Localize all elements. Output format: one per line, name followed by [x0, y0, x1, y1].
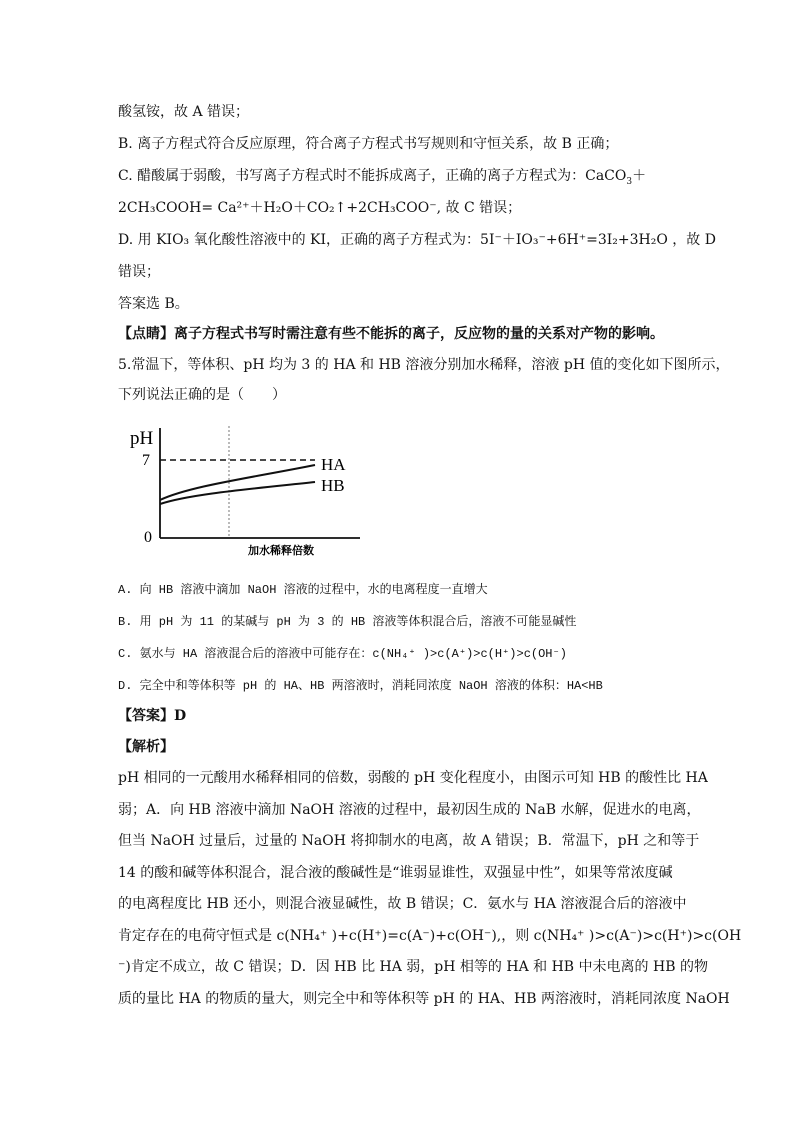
x-axis-label: 加水稀释倍数 [248, 545, 314, 557]
series-ha-line [160, 465, 315, 500]
text-line [118, 166, 646, 186]
y-tick-7: 7 [142, 452, 150, 469]
y-tick-0: 0 [144, 529, 152, 546]
text-line: 酸氢铵，故 A 错误； [118, 104, 250, 120]
text-line: B. 离子方程式符合反应原理，符合离子方程式书写规则和守恒关系，故 B 正确； [118, 136, 619, 152]
series-hb-label: HB [321, 476, 345, 495]
analysis-heading: 【解析】 [118, 739, 174, 755]
analysis-line: 质的量比 HA 的物质的量大，则完全中和等体积等 pH 的 HA、HB 两溶液时，消耗同浓度 NaOH [118, 991, 730, 1007]
analysis-line: 弱；A．向 HB 溶液中滴加 NaOH 溶液的过程中，最初因生成的 NaB 水解，促进水的电离， [118, 802, 701, 818]
analysis-line: pH 相同的一元酸用水稀释相同的倍数，弱酸的 pH 变化程度小，由图示可知 HB 的酸性比 HA [118, 770, 708, 786]
analysis-line: ⁻)肯定不成立，故 C 错误；D．因 HB 比 HA 弱，pH 相等的 HA 和 HB 中未电离的 HB 的物 [118, 959, 708, 975]
question-stem: 下列说法正确的是（ ） [118, 387, 286, 403]
answer-line: 【答案】D [118, 708, 187, 724]
option-d: D. 完全中和等体积等 pH 的 HA、HB 两溶液时，消耗同浓度 NaOH 溶液的体积：HA<HB [118, 679, 603, 693]
analysis-line: 但当 NaOH 过量后，过量的 NaOH 将抑制水的电离，故 A 错误；B．常温下，pH 之和等于 [118, 833, 700, 849]
option-c: C. 氨水与 HA 溶液混合后的溶液中可能存在：c(NH₄⁺ )>c(A⁺)>c(H⁺)>c(OH⁻) [118, 647, 567, 661]
y-axis-label: pH [130, 428, 154, 449]
option-b: B. 用 pH 为 11 的某碱与 pH 为 3 的 HB 溶液等体积混合后，溶液不可能显碱性 [118, 615, 577, 629]
analysis-line: 肯定存在的电荷守恒式是 c(NH₄⁺ )+c(H⁺)=c(A⁻)+c(OH⁻),，则 c(NH₄⁺ )>c(A⁻)>c(H⁺)>c(OH [118, 928, 742, 944]
question-stem: 5.常温下，等体积、pH 均为 3 的 HA 和 HB 溶液分别加水稀释，溶液 pH 值的变化如下图所示， [118, 357, 730, 373]
series-hb-line [160, 482, 315, 504]
analysis-line: 14 的酸和碱等体积混合，混合液的酸碱性是“谁弱显谁性，双强显中性”，如果等常浓度碱 [118, 865, 673, 881]
text-seg: ＋ [632, 168, 647, 184]
text-sub: 3 [626, 176, 633, 187]
analysis-line: 的电离程度比 HB 还小，则混合液显碱性，故 B 错误；C．氨水与 HA 溶液混合后的溶液中 [118, 896, 687, 912]
text-line: D. 用 KIO₃ 氧化酸性溶液中的 KI，正确的离子方程式为：5I⁻＋IO₃⁻+6H⁺=3I₂+3H₂O ，故 D [118, 232, 716, 248]
text-line: 错误； [118, 264, 160, 280]
text-seg: C. 醋酸属于弱酸，书写离子方程式时不能拆成离子，正确的离子方程式为：CaCO [118, 168, 627, 184]
series-ha-label: HA [321, 455, 346, 474]
text-line: 答案选 B。 [118, 296, 189, 312]
note-line: 【点睛】离子方程式书写时需注意有些不能拆的离子，反应物的量的关系对产物的影响。 [118, 326, 664, 342]
text-line: 2CH₃COOH= Ca²⁺＋H₂O＋CO₂↑+2CH₃COO⁻, 故 C 错误； [118, 200, 522, 216]
option-a: A. 向 HB 溶液中滴加 NaOH 溶液的过程中，水的电离程度一直增大 [118, 583, 488, 597]
ph-dilution-chart [130, 418, 370, 563]
